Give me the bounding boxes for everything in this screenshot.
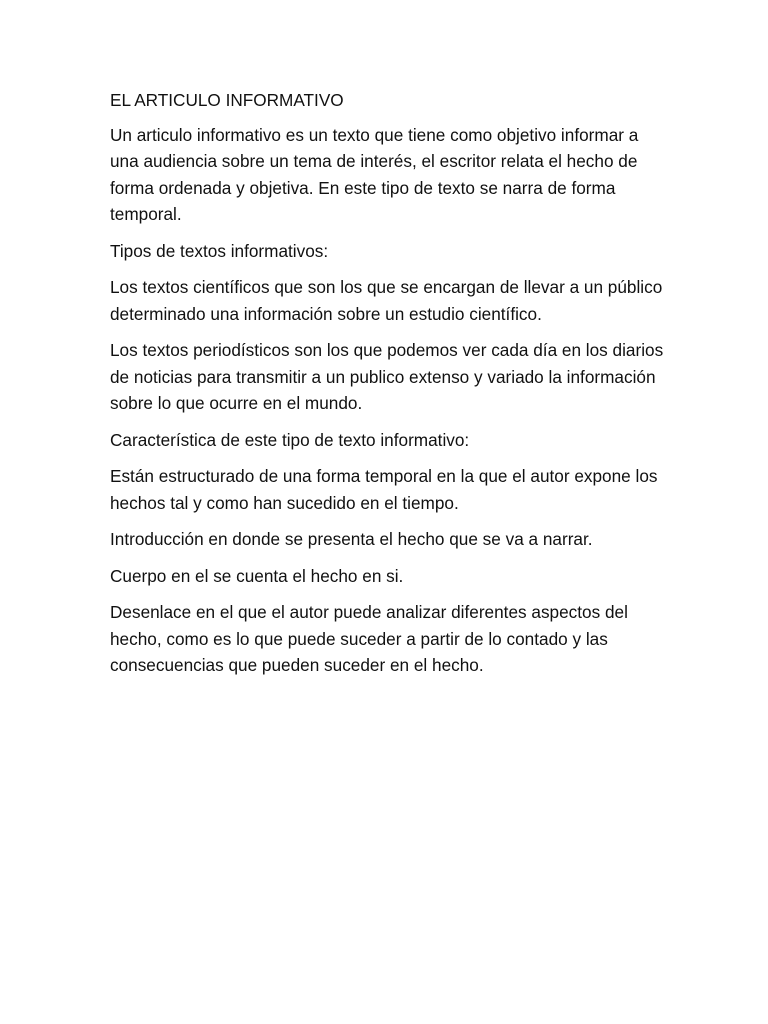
paragraph-scientific-texts: Los textos científicos que son los que se encargan de llevar a un público determinado una información sobre un estudio científico.	[110, 277, 663, 324]
paragraph-characteristics-heading: Característica de este tipo de texto informativo:	[110, 429, 470, 450]
paragraph-structure: Están estructurado de una forma temporal en la que el autor expone los hechos tal y como han sucedido en el tiempo.	[110, 466, 658, 513]
paragraph-conclusion: Desenlace en el que el autor puede analizar diferentes aspectos del hecho, como es lo que puede suceder a partir de lo contado y las consecuencias que pueden suceder en el hecho.	[110, 602, 628, 675]
paragraph-journalistic-texts: Los textos periodísticos son los que podemos ver cada día en los diarios de noticias para transmitir a un publico extenso y variado la información sobre lo que ocurre en el mundo.	[110, 340, 664, 413]
document-title: EL ARTICULO INFORMATIVO	[110, 90, 344, 110]
paragraph-body: Cuerpo en el se cuenta el hecho en si.	[110, 565, 404, 586]
paragraph-types-heading: Tipos de textos informativos:	[110, 240, 329, 261]
paragraph-introduction: Introducción en donde se presenta el hecho que se va a narrar.	[110, 529, 593, 549]
document-body	[110, 87, 666, 689]
paragraph-definition: Un articulo informativo es un texto que tiene como objetivo informar a una audiencia sobre un tema de interés, el escritor relata el hecho de forma ordenada y objetiva. En este tipo de texto se narra de forma temporal.	[110, 124, 639, 224]
